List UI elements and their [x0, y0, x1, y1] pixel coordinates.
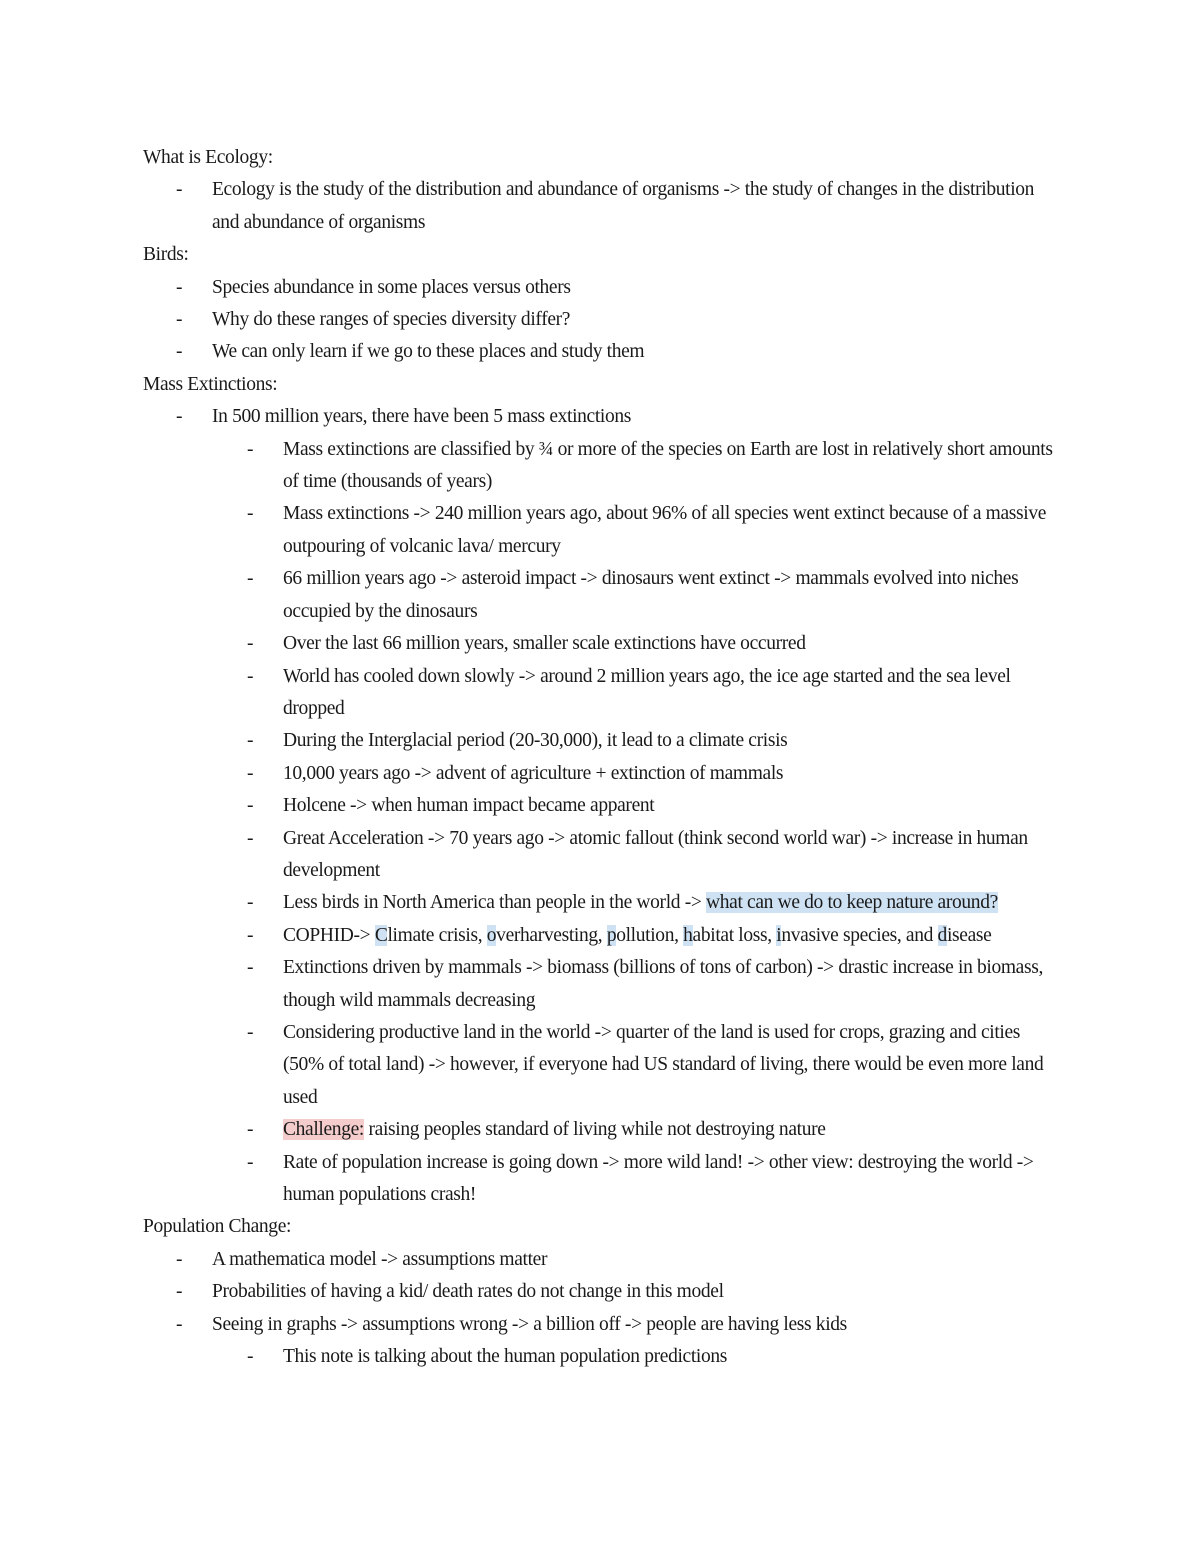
bullet-dash: -: [247, 795, 254, 817]
sub-list-item: - 10,000 years ago -> advent of agriculture + extinction of mammals: [143, 758, 1060, 790]
list-item: - In 500 million years, there have been 5 mass extinctions - Mass extinctions are classified by ¾ or more of the species on Earth are lost in relatively short amounts of time (thousands of years) - Mass extinctions -> 240 million years ago, about 96% of all species went extinct because of a massive outpouring of volcanic lava/ mercury - 66 million years ago -> asteroid impact -> dinosaurs went extinct -> mammals evolved into niches occupied by the dinosaurs - Over the last 66 million years, smaller scale extinctions have occurred - World has cooled down slowly -> around 2 million years ago, the ice age started and the sea level dropped - During the Interglacial period (20-30,000), it lead to a climate crisis - 10,000 years ago -> advent of agriculture + extinction of mammals - Holcene -> when human impact became apparent - Great Acceleration -> 70 years ago -> atomic fallout (think second world war) -> increase in human development - Less birds in North America than people in the world -> what can we do to keep nature around? - COPHID-> Climate crisis, overharvesting, pollution, habitat loss, invasive species, and disease - Extinctions driven by mammals -> biomass (billions of tons of carbon) -> drastic increase in biomass, though wild mammals decreasing - Considering productive land in the world -> quarter of the land is used for crops, grazing and cities (50% of total land) -> however, if everyone had US standard of living, there would be even more land used - Challenge: raising peoples standard of living while not destroying nature - Rate of population increase is going down -> more wild land! -> other view: destroying the world -> human populations crash!: [143, 401, 1060, 1211]
list-mass-extinctions: [143, 401, 1060, 1211]
bullet-dash: -: [247, 1346, 254, 1368]
bullet-dash: -: [176, 276, 183, 298]
highlight-letter-i: i: [776, 924, 782, 946]
bullet-dash: -: [176, 179, 183, 201]
sub-list-item: - Mass extinctions are classified by ¾ or more of the species on Earth are lost in relatively short amounts of time (thousands of years): [143, 434, 1060, 499]
bullet-dash: -: [176, 1248, 183, 1270]
sub-list-item: - Holcene -> when human impact became apparent: [143, 790, 1060, 822]
sub-list-item: - Less birds in North America than people in the world -> what can we do to keep nature around?: [143, 887, 1060, 919]
list-item: - Seeing in graphs -> assumptions wrong -> a billion off -> people are having less kids - This note is talking about the human population predictions: [143, 1309, 1060, 1374]
bullet-dash: -: [247, 957, 254, 979]
bullet-dash: -: [247, 892, 254, 914]
bullet-dash: -: [247, 568, 254, 590]
bullet-dash: -: [247, 438, 254, 460]
heading-mass-extinctions: Mass Extinctions:: [143, 373, 278, 395]
bullet-dash: -: [176, 309, 183, 331]
list-birds: [143, 272, 1060, 369]
sublist-mass-extinctions: [143, 434, 1060, 1212]
highlight-letter-d: d: [937, 924, 947, 946]
bullet-dash: -: [247, 633, 254, 655]
heading-population-change: Population Change:: [143, 1216, 292, 1238]
bullet-dash: -: [247, 730, 254, 752]
bullet-dash: -: [176, 406, 183, 428]
sub-list-item: - Over the last 66 million years, smaller scale extinctions have occurred: [143, 628, 1060, 660]
bullet-dash: -: [176, 1281, 183, 1303]
list-item: - Ecology is the study of the distribution and abundance of organisms -> the study of changes in the distribution and abundance of organisms: [143, 174, 1060, 239]
challenge-label: Challenge:: [283, 1119, 364, 1141]
heading-birds: Birds:: [143, 244, 189, 266]
bullet-dash: -: [247, 1021, 254, 1043]
sub-list-item-challenge: - Challenge: raising peoples standard of living while not destroying nature: [143, 1114, 1060, 1146]
bullet-dash: -: [247, 827, 254, 849]
sub-list-item: - During the Interglacial period (20-30,000), it lead to a climate crisis: [143, 725, 1060, 757]
heading-what-is-ecology: What is Ecology:: [143, 147, 273, 168]
list-ecology: [143, 174, 1060, 239]
list-item: - Why do these ranges of species diversity differ?: [143, 304, 1060, 336]
sub-list-item: - Great Acceleration -> 70 years ago -> atomic fallout (think second world war) -> increase in human development: [143, 823, 1060, 888]
list-population-change: [143, 1244, 1060, 1374]
list-item: - Species abundance in some places versus others: [143, 272, 1060, 304]
sub-list-item: - Extinctions driven by mammals -> biomass (billions of tons of carbon) -> drastic increase in biomass, though wild mammals decreasing: [143, 952, 1060, 1017]
highlighted-question: what can we do to keep nature around?: [706, 892, 998, 914]
bullet-dash: -: [176, 1313, 183, 1335]
sub-list-item-cophid: - COPHID-> Climate crisis, overharvesting, pollution, habitat loss, invasive species, and disease: [143, 920, 1060, 952]
highlight-letter-h: h: [683, 924, 693, 946]
bullet-dash: -: [247, 503, 254, 525]
list-item: - Probabilities of having a kid/ death rates do not change in this model: [143, 1276, 1060, 1308]
sub-list-item: - Considering productive land in the world -> quarter of the land is used for crops, grazing and cities (50% of total land) -> however, if everyone had US standard of living, there would be even more land used: [143, 1017, 1060, 1114]
highlight-letter-p: p: [606, 924, 617, 946]
bullet-dash: -: [247, 665, 254, 687]
sub-list-item: - Rate of population increase is going down -> more wild land! -> other view: destroying the world -> human populations crash!: [143, 1147, 1060, 1212]
sublist-population-change: [143, 1341, 1060, 1373]
notes-document: [143, 142, 1060, 1373]
highlight-letter-c: C: [374, 924, 388, 946]
sub-list-item: - 66 million years ago -> asteroid impact -> dinosaurs went extinct -> mammals evolved into niches occupied by the dinosaurs: [143, 563, 1060, 628]
list-item: - We can only learn if we go to these places and study them: [143, 336, 1060, 368]
bullet-dash: -: [247, 1119, 254, 1141]
bullet-dash: -: [247, 762, 254, 784]
highlight-letter-o: o: [486, 924, 497, 946]
bullet-dash: -: [176, 341, 183, 363]
bullet-dash: -: [247, 924, 254, 946]
list-item: - A mathematica model -> assumptions matter: [143, 1244, 1060, 1276]
sub-list-item: - This note is talking about the human population predictions: [143, 1341, 1060, 1373]
sub-list-item: - World has cooled down slowly -> around 2 million years ago, the ice age started and the sea level dropped: [143, 661, 1060, 726]
bullet-dash: -: [247, 1151, 254, 1173]
sub-list-item: - Mass extinctions -> 240 million years ago, about 96% of all species went extinct because of a massive outpouring of volcanic lava/ mercury: [143, 498, 1060, 563]
